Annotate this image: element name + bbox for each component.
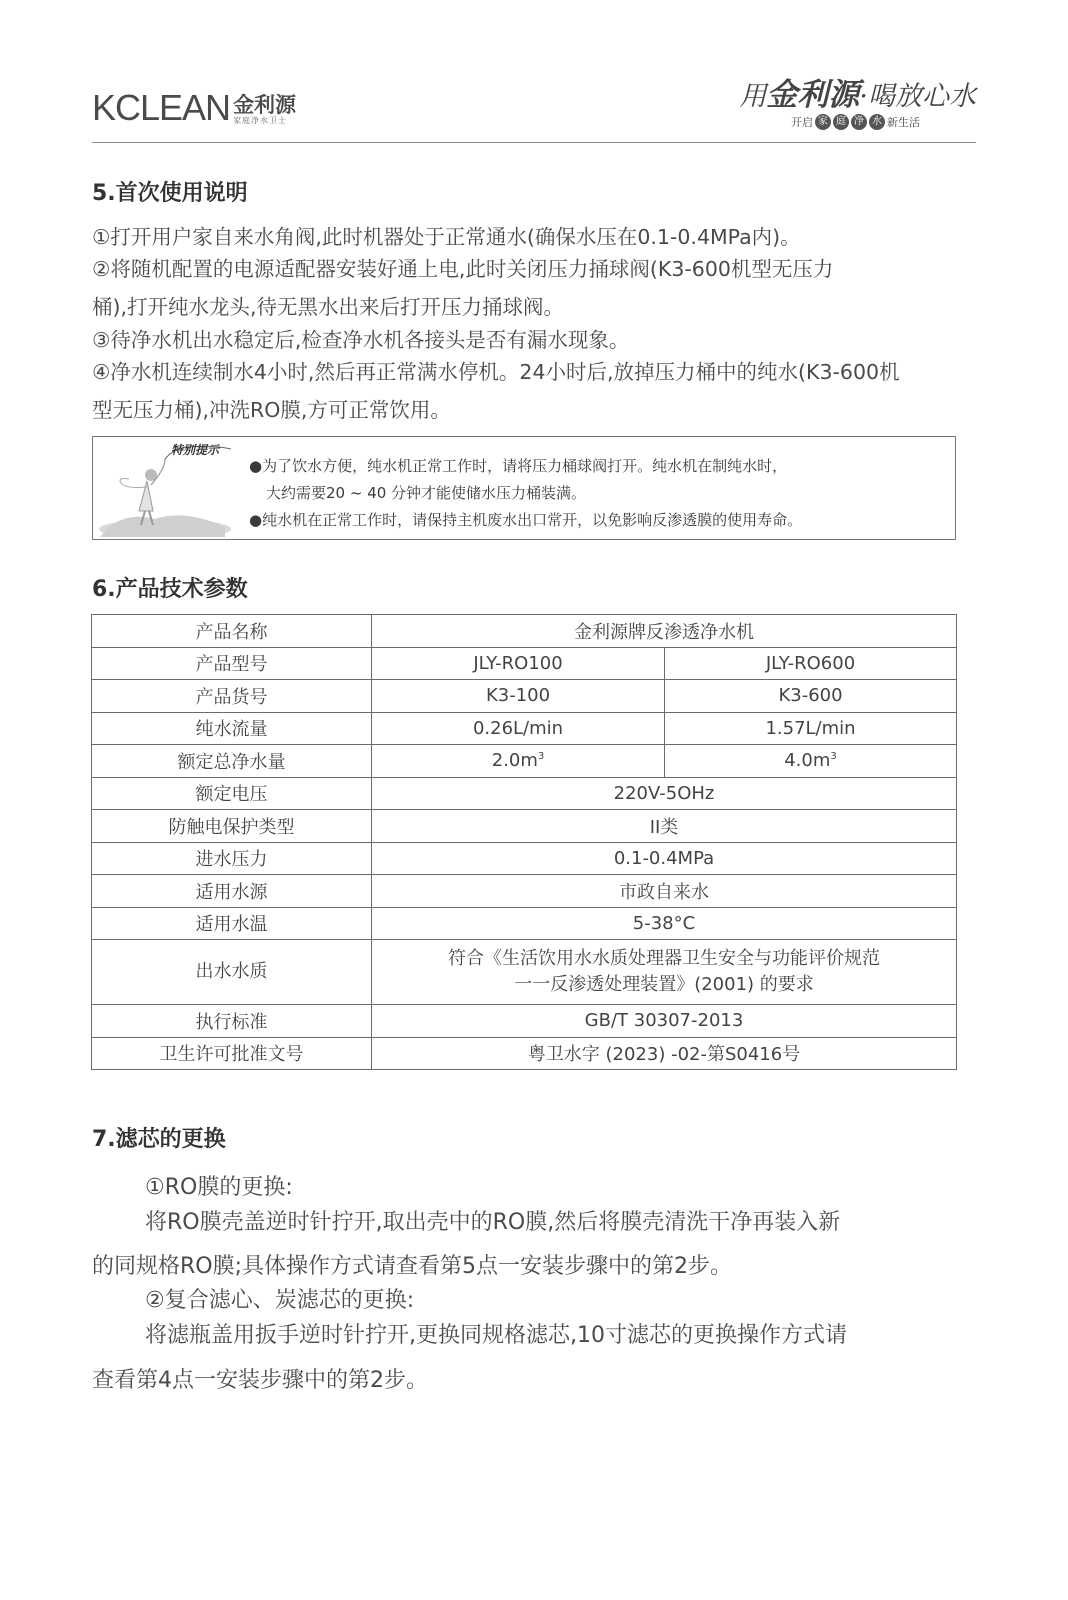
logo-en: KCLEAN <box>92 87 231 128</box>
logo-sub: 家庭净水卫士 <box>233 116 288 126</box>
table-row: 纯水流量 0.26L/min 1.57L/min <box>92 712 957 745</box>
table-row: 适用水源 市政自来水 <box>92 875 957 908</box>
section-7-title: 7.滤芯的更换 <box>92 1127 226 1152</box>
table-row: 防触电保护类型 II类 <box>92 810 957 843</box>
table-row: 产品名称 金利源牌反渗透净水机 <box>92 615 957 648</box>
slogan-brand: 金利源 <box>766 77 860 113</box>
table-row: 执行标准 GB/T 30307-2013 <box>92 1005 957 1038</box>
section-5-line: ②将随机配置的电源适配器安装好通上电,此时关闭压力捅球阀(K3-600机型无压力 <box>92 257 834 281</box>
section-7-line: ①RO膜的更换: <box>145 1175 293 1200</box>
section-5-line: ④净水机连续制水4小时,然后再正常满水停机。24小时后,放掉压力桶中的纯水(K3-600机 <box>92 360 900 384</box>
table-row: 产品货号 K3-100 K3-600 <box>92 680 957 713</box>
section-7-line: 的同规格RO膜;具体操作方式请查看第5点一安装步骤中的第2步。 <box>92 1254 733 1279</box>
brand-logo <box>92 87 297 128</box>
section-6-title: 6.产品技术参数 <box>92 577 248 602</box>
section-5-line: ③待净水机出水稳定后,检查净水机各接头是否有漏水现象。 <box>92 328 630 352</box>
special-notice-box <box>92 436 956 540</box>
section-5-line: 桶),打开纯水龙头,待无黑水出来后打开压力捅球阀。 <box>92 295 565 319</box>
table-row: 额定总净水量 $2.0m^3$ $4.0m^3$ <box>92 745 957 778</box>
section-5-line: ①打开用户家自来水角阀,此时机器处于正常通水(确保水压在0.1-0.4MPa内)。 <box>92 225 801 249</box>
table-row: 产品型号 JLY-RO100 JLY-RO600 <box>92 647 957 680</box>
logo-cn: 金利源 <box>233 93 297 118</box>
spec-table <box>91 614 957 1070</box>
brand-slogan: 用金利源·喝放心水 开启 家 庭 净 水 新生活 <box>739 77 976 130</box>
slogan-sub: 开启 家 庭 净 水 新生活 <box>791 116 920 130</box>
section-7-line: 将滤瓶盖用扳手逆时针拧开,更换同规格滤芯,10寸滤芯的更换操作方式请 <box>145 1323 847 1348</box>
table-row: 卫生许可批准文号 粤卫水字 (2023) -02-第S0416号 <box>92 1037 957 1070</box>
notice-line: ●为了饮水方便，纯水机正常工作时，请将压力桶球阀打开。纯水机在制纯水时， <box>249 457 788 475</box>
notice-line: 大约需要20 ~ 40 分钟才能使储水压力桶装满。 <box>266 484 587 502</box>
section-5-line: 型无压力桶),冲洗RO膜,方可正常饮用。 <box>92 398 451 422</box>
section-5-title: 5.首次使用说明 <box>92 181 248 206</box>
section-7-line: 查看第4点一安装步骤中的第2步。 <box>92 1368 428 1393</box>
table-row: 额定电压 220V-5OHz <box>92 777 957 810</box>
table-row: 适用水温 5-38°C <box>92 907 957 940</box>
page-header <box>92 70 976 143</box>
section-7-line: ②复合滤心、炭滤芯的更换: <box>145 1288 415 1313</box>
notice-line: ●纯水机在正常工作时，请保持主机废水出口常开，以免影响反渗透膜的使用寿命。 <box>249 511 803 529</box>
table-row: 进水压力 0.1-0.4MPa <box>92 842 957 875</box>
table-row: 出水水质 符合《生活饮用水水质处理器卫生安全与功能评价规范 一一反渗透处理装置》(2001) 的要求 <box>92 940 957 1005</box>
section-7-line: 将RO膜壳盖逆时针拧开,取出壳中的RO膜,然后将膜壳清洗干净再装入新 <box>145 1210 841 1235</box>
special-notice-tag: 特别提示 <box>171 443 220 457</box>
